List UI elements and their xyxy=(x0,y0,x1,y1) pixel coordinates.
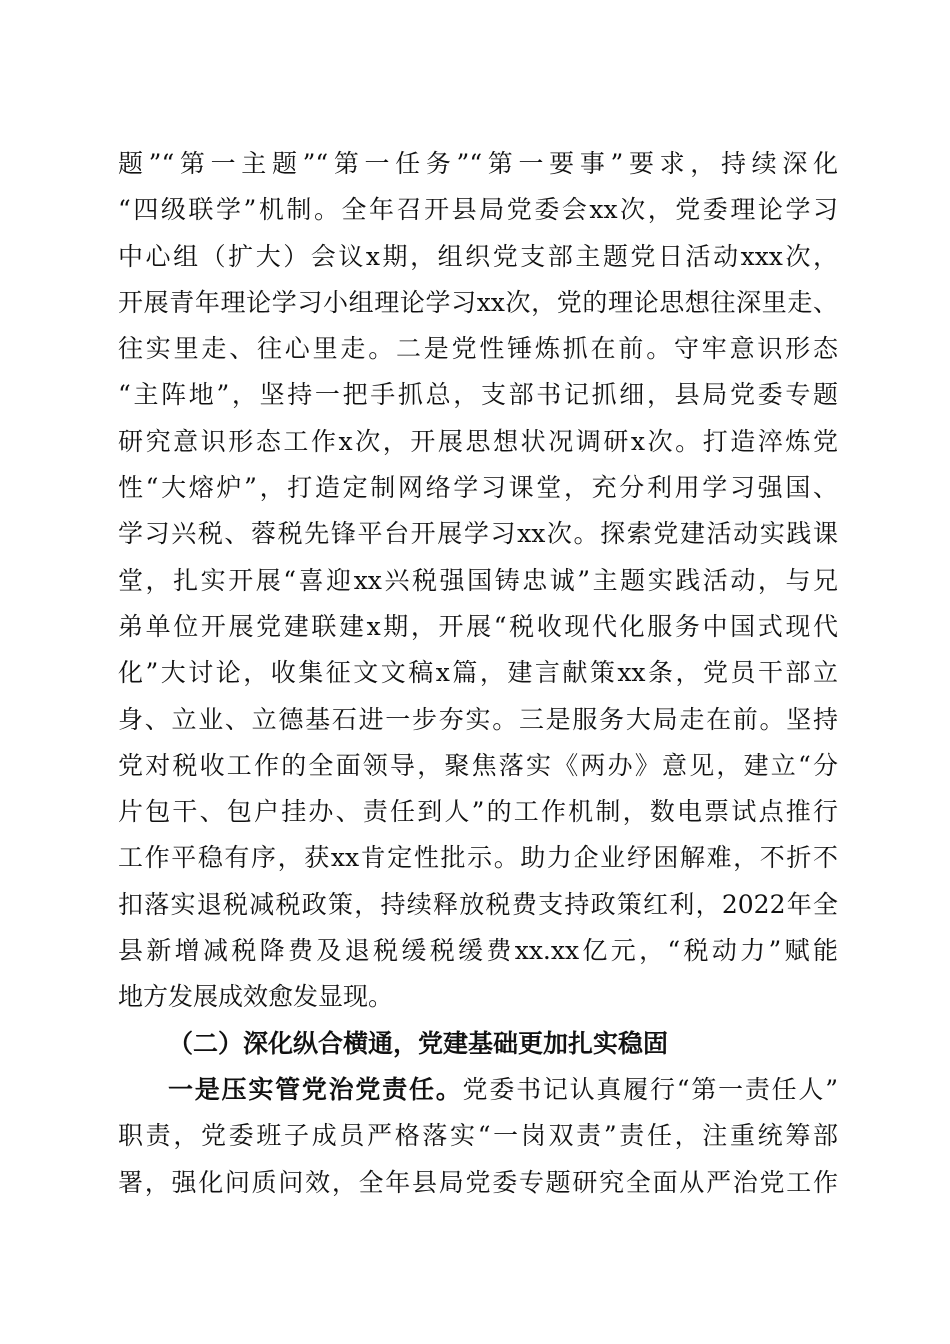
document-body xyxy=(118,141,838,1206)
section-heading: （二）深化纵合横通，党建基础更加扎实稳固 xyxy=(168,1028,669,1058)
paragraph-line: 地方发展成效愈发显现。 xyxy=(118,982,394,1012)
paragraph-line: 中心组（扩大）会议x期，组织党支部主题党日活动xxx次， xyxy=(118,241,838,271)
paragraph-line: 署，强化问质问效，全年县局党委专题研究全面从严治党工作 xyxy=(118,1167,838,1197)
paragraph-line: 研究意识形态工作x次，开展思想状况调研x次。打造淬炼党 xyxy=(118,426,838,456)
paragraph-line: 片包干、包户挂办、责任到人”的工作机制，数电票试点推行 xyxy=(118,797,838,827)
paragraph-line: “主阵地”，坚持一把手抓总，支部书记抓细，县局党委专题 xyxy=(118,380,838,410)
paragraph-line: 身、立业、立德基石进一步夯实。三是服务大局走在前。坚持 xyxy=(118,704,838,734)
paragraph-line: 弟单位开展党建联建x期，开展“税收现代化服务中国式现代 xyxy=(118,611,838,641)
paragraph-line: 开展青年理论学习小组理论学习xx次，党的理论思想往深里走、 xyxy=(118,287,838,317)
section-first-line xyxy=(118,1067,838,1113)
paragraph-line: 学习兴税、蓉税先锋平台开展学习xx次。探索党建活动实践课 xyxy=(118,519,838,549)
section-line-text: 党委书记认真履行“第一责任人” xyxy=(462,1074,838,1104)
paragraph-line: 化”大讨论，收集征文文稿x篇，建言献策xx条，党员干部立 xyxy=(118,658,838,688)
paragraph-line: 题”“第一主题”“第一任务”“第一要事”要求，持续深化 xyxy=(118,149,838,178)
paragraph-line: 职责，党委班子成员严格落实“一岗双责”责任，注重统筹部 xyxy=(118,1121,838,1151)
paragraph-line: 党对税收工作的全面领导，聚焦落实《两办》意见，建立“分 xyxy=(118,750,838,780)
paragraph-line: 往实里走、往心里走。二是党性锤炼抓在前。守牢意识形态 xyxy=(118,334,838,364)
paragraph-line: “四级联学”机制。全年召开县局党委会xx次，党委理论学习 xyxy=(118,195,838,225)
paragraph-line: 工作平稳有序，获xx肯定性批示。助力企业纾困解难，不折不 xyxy=(118,843,838,873)
paragraph-line: 县新增减税降费及退税缓税缓费xx.xx亿元，“税动力”赋能 xyxy=(118,936,838,966)
paragraph-line: 性“大熔炉”，打造定制网络学习课堂，充分利用学习强国、 xyxy=(118,473,838,503)
paragraph-line: 扣落实退税减税政策，持续释放税费支持政策红利，2022年全 xyxy=(118,889,838,919)
section-lead: 一是压实管党治党责任。 xyxy=(168,1074,463,1104)
paragraph-line: 堂，扎实开展“喜迎xx兴税强国铸忠诚”主题实践活动，与兄 xyxy=(118,565,838,595)
